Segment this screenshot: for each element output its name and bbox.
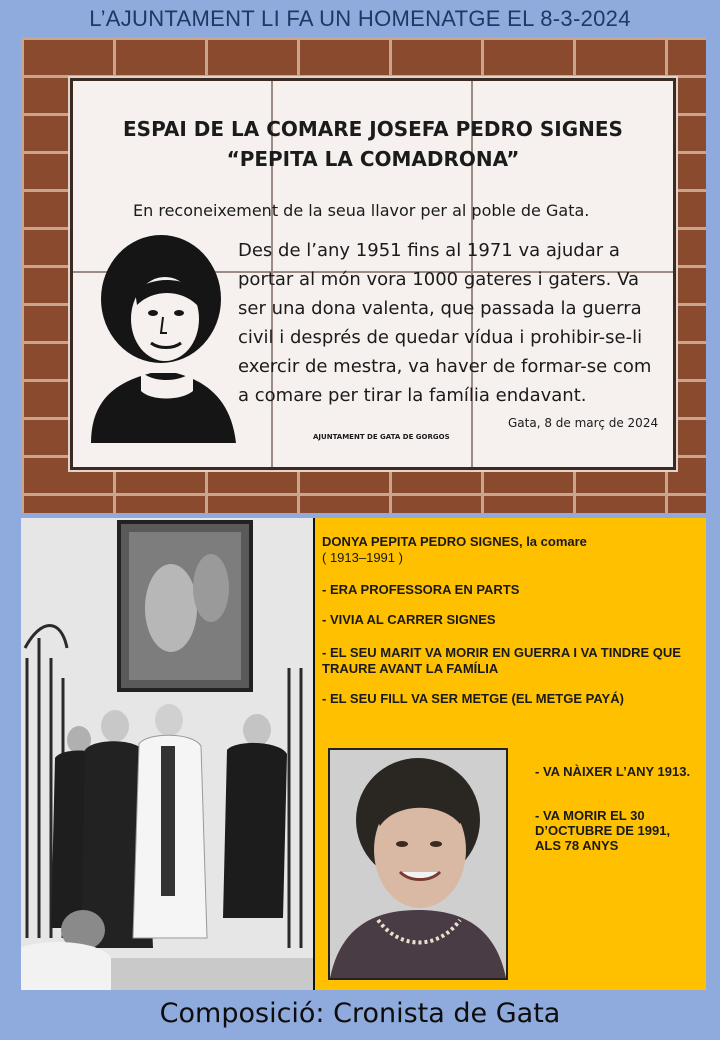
historic-photo bbox=[21, 518, 315, 990]
footer-credit: Composició: Cronista de Gata bbox=[159, 998, 561, 1029]
portrait-photo-image bbox=[330, 750, 506, 978]
page-title: L’AJUNTAMENT LI FA UN HOMENATGE EL 8-3-2024 bbox=[89, 6, 631, 31]
side-item: - VA MORIR EL 30 D’OCTUBRE DE 1991, ALS 78 ANYS bbox=[535, 808, 671, 853]
list-item: - ERA PROFESSORA EN PARTS bbox=[322, 582, 520, 597]
plaque-date: Gata, 8 de març de 2024 bbox=[508, 416, 659, 430]
side-item: - VA NÀIXER L’ANY 1913. bbox=[535, 764, 691, 779]
plaque-photo bbox=[21, 37, 706, 513]
panel-years: ( 1913–1991 ) bbox=[322, 550, 403, 565]
plaque-subtitle: “PEPITA LA COMADRONA” bbox=[226, 147, 520, 171]
plaque-body-text: Des de l’any 1951 fins al 1971 va ajudar a portar al món vora 1000 gateres i gaters. Va ser una dona valenta, que passada la guerra civil i després de quedar vídua i prohibir-se-li exercir de mestra, va haver de formar-se com a comare per tirar la família endavant. bbox=[238, 240, 652, 406]
list-item: - EL SEU FILL VA SER METGE (EL METGE PAYÁ) bbox=[322, 691, 624, 706]
list-item: - EL SEU MARIT VA MORIR EN GUERRA I VA TINDRE QUE TRAURE AVANT LA FAMÍLIA bbox=[322, 645, 681, 676]
historic-photo-scene bbox=[21, 518, 313, 990]
panel-heading: DONYA PEPITA PEDRO SIGNES, la comare bbox=[322, 534, 587, 549]
info-panel bbox=[315, 518, 706, 990]
portrait-drawing bbox=[81, 221, 241, 443]
portrait-photo bbox=[328, 748, 508, 980]
commemorative-plaque bbox=[70, 78, 676, 470]
plaque-recognition: En reconeixement de la seua llavor per al poble de Gata. bbox=[133, 201, 590, 220]
plaque-issuer: AJUNTAMENT DE GATA DE GORGOS bbox=[313, 433, 450, 441]
plaque-title: ESPAI DE LA COMARE JOSEFA PEDRO SIGNES bbox=[123, 117, 623, 141]
list-item: - VIVIA AL CARRER SIGNES bbox=[322, 612, 496, 627]
